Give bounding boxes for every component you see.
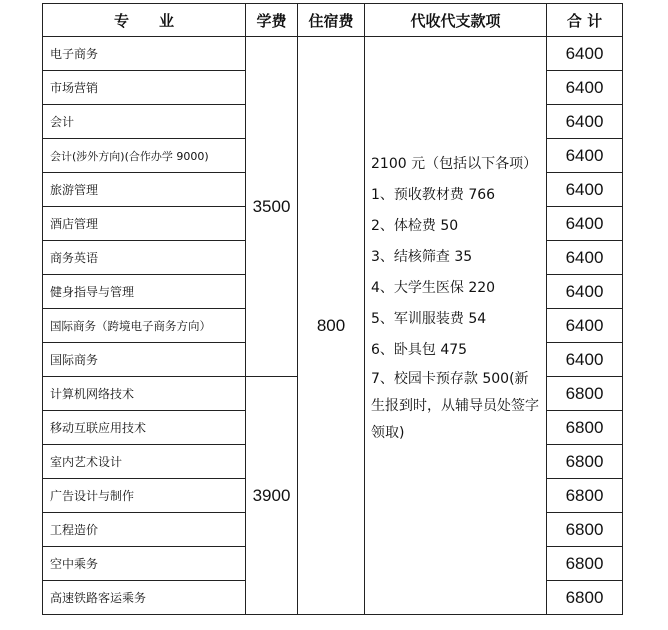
total-value: 6400 bbox=[547, 241, 623, 275]
major-name: 国际商务（跨境电子商务方向） bbox=[43, 309, 246, 343]
major-name: 移动互联应用技术 bbox=[43, 411, 246, 445]
major-name: 电子商务 bbox=[43, 37, 246, 71]
fee-table bbox=[42, 3, 623, 615]
major-name: 国际商务 bbox=[43, 343, 246, 377]
total-value: 6400 bbox=[547, 343, 623, 377]
major-name: 室内艺术设计 bbox=[43, 445, 246, 479]
total-value: 6800 bbox=[547, 445, 623, 479]
major-name: 空中乘务 bbox=[43, 547, 246, 581]
collected-item: 1、预收教材费 766 bbox=[371, 187, 496, 203]
major-name: 工程造价 bbox=[43, 513, 246, 547]
total-value: 6400 bbox=[547, 105, 623, 139]
collected-item: 3、结核筛查 35 bbox=[371, 249, 473, 265]
major-name: 计算机网络技术 bbox=[43, 377, 246, 411]
total-value: 6400 bbox=[547, 139, 623, 173]
total-value: 6800 bbox=[547, 411, 623, 445]
collected-items bbox=[365, 37, 547, 615]
collected-item: 2、体检费 50 bbox=[371, 218, 459, 234]
total-value: 6400 bbox=[547, 71, 623, 105]
major-name: 会计(涉外方向)(合作办学 9000) bbox=[43, 139, 246, 173]
collected-item: 5、军训服装费 54 bbox=[371, 311, 487, 327]
header-tuition: 学费 bbox=[246, 4, 298, 37]
major-name: 广告设计与制作 bbox=[43, 479, 246, 513]
major-name: 商务英语 bbox=[43, 241, 246, 275]
tuition-group-2: 3900 bbox=[246, 377, 298, 615]
table-row bbox=[43, 37, 623, 71]
total-value: 6400 bbox=[547, 309, 623, 343]
total-value: 6400 bbox=[547, 173, 623, 207]
major-name: 酒店管理 bbox=[43, 207, 246, 241]
total-value: 6800 bbox=[547, 377, 623, 411]
collected-item: 6、卧具包 475 bbox=[371, 342, 468, 358]
major-name: 健身指导与管理 bbox=[43, 275, 246, 309]
collected-item: 4、大学生医保 220 bbox=[371, 280, 496, 296]
header-collected: 代收代支款项 bbox=[365, 4, 547, 37]
total-value: 6400 bbox=[547, 37, 623, 71]
tuition-group-1: 3500 bbox=[246, 37, 298, 377]
total-value: 6400 bbox=[547, 275, 623, 309]
dorm-fee: 800 bbox=[298, 37, 365, 615]
collected-item: 7、校园卡预存款 500(新生报到时，从辅导员处签字领取) bbox=[371, 371, 539, 441]
major-name: 高速铁路客运乘务 bbox=[43, 581, 246, 615]
collected-summary: 2100 元（包括以下各项） bbox=[371, 156, 538, 172]
total-value: 6800 bbox=[547, 581, 623, 615]
header-major: 专 业 bbox=[43, 4, 246, 37]
total-value: 6800 bbox=[547, 547, 623, 581]
total-value: 6800 bbox=[547, 479, 623, 513]
major-name: 市场营销 bbox=[43, 71, 246, 105]
header-row bbox=[43, 4, 623, 37]
major-name: 旅游管理 bbox=[43, 173, 246, 207]
total-value: 6400 bbox=[547, 207, 623, 241]
header-dorm: 住宿费 bbox=[298, 4, 365, 37]
major-name: 会计 bbox=[43, 105, 246, 139]
total-value: 6800 bbox=[547, 513, 623, 547]
header-total: 合 计 bbox=[547, 4, 623, 37]
